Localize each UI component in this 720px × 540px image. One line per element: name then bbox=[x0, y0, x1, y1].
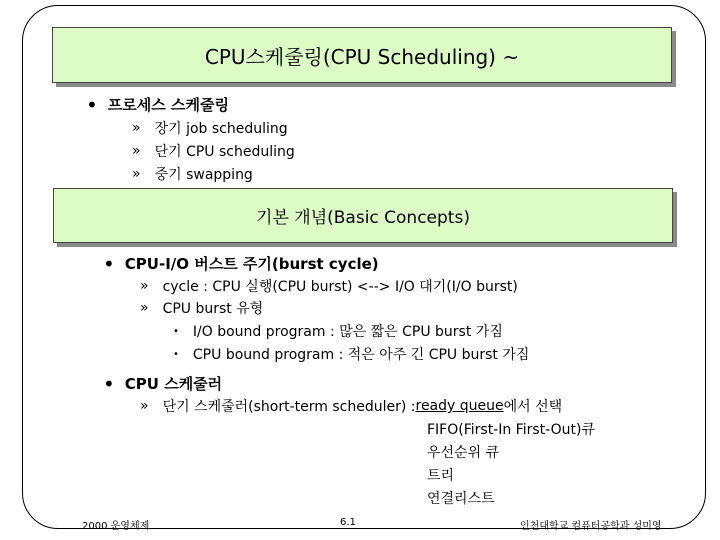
sub-sub-item bbox=[173, 344, 529, 364]
sub-item bbox=[132, 141, 295, 161]
sub-marker: » bbox=[140, 398, 149, 414]
continuation-line: 트리 bbox=[427, 468, 455, 484]
slide-title-box bbox=[52, 27, 672, 83]
subsub-marker: • bbox=[173, 348, 179, 360]
footer-page-number: 6.1 bbox=[340, 517, 356, 528]
sub-item bbox=[140, 298, 263, 318]
footer-right: 인천대학교 컴퓨터공학과 성미영 bbox=[520, 521, 662, 532]
section-title: 기본 개념(Basic Concepts) bbox=[256, 208, 470, 228]
sub-sub-item bbox=[173, 321, 503, 341]
bullet-process-scheduling bbox=[86, 94, 229, 115]
ready-queue-text: ready queue bbox=[415, 398, 504, 414]
sub-marker: » bbox=[132, 120, 141, 136]
sub-item-text: 장기 job scheduling bbox=[154, 121, 288, 137]
footer-left: 2000 운영체제 bbox=[82, 521, 150, 532]
sub-sub-item-text: I/O bound program : 많은 짧은 CPU burst 가짐 bbox=[192, 324, 503, 340]
bullet-marker: • bbox=[103, 251, 115, 276]
bullet-cpu-scheduler bbox=[103, 373, 222, 394]
sub-item-suffix: 에서 선택 bbox=[503, 399, 563, 415]
section-title-box bbox=[53, 188, 673, 243]
sub-item bbox=[132, 118, 288, 138]
sub-item-text: cycle : CPU 실행(CPU burst) <--> I/O 대기(I/O burst) bbox=[162, 279, 518, 295]
continuation-line: 우선순위 큐 bbox=[427, 445, 500, 461]
sub-item bbox=[140, 396, 562, 416]
sub-item-text: 중기 swapping bbox=[154, 167, 253, 183]
sub-item bbox=[140, 276, 518, 296]
bullet-heading: 프로세스 스케줄링 bbox=[107, 96, 229, 114]
sub-item-text: 단기 CPU scheduling bbox=[154, 144, 295, 160]
sub-marker: » bbox=[132, 143, 141, 159]
continuation-line: 연결리스트 bbox=[427, 491, 495, 507]
sub-item-text: CPU burst 유형 bbox=[162, 301, 264, 317]
bullet-marker: • bbox=[86, 92, 98, 117]
continuation-line: FIFO(First-In First-Out)큐 bbox=[427, 422, 595, 438]
subsub-marker: • bbox=[173, 325, 179, 337]
sub-marker: » bbox=[140, 300, 149, 316]
sub-marker: » bbox=[132, 166, 141, 182]
bullet-burst-cycle bbox=[103, 253, 379, 274]
bullet-heading: CPU 스케줄러 bbox=[124, 375, 223, 393]
bullet-marker: • bbox=[103, 371, 115, 396]
sub-sub-item-text: CPU bound program : 적은 아주 긴 CPU burst 가짐 bbox=[192, 347, 530, 363]
slide-title: CPU스케줄링(CPU Scheduling) ~ bbox=[204, 44, 520, 69]
sub-marker: » bbox=[140, 278, 149, 294]
sub-item bbox=[132, 164, 253, 184]
sub-item-prefix: 단기 스케줄러(short-term scheduler) : bbox=[162, 399, 416, 415]
bullet-heading: CPU-I/O 버스트 주기(burst cycle) bbox=[124, 255, 379, 273]
